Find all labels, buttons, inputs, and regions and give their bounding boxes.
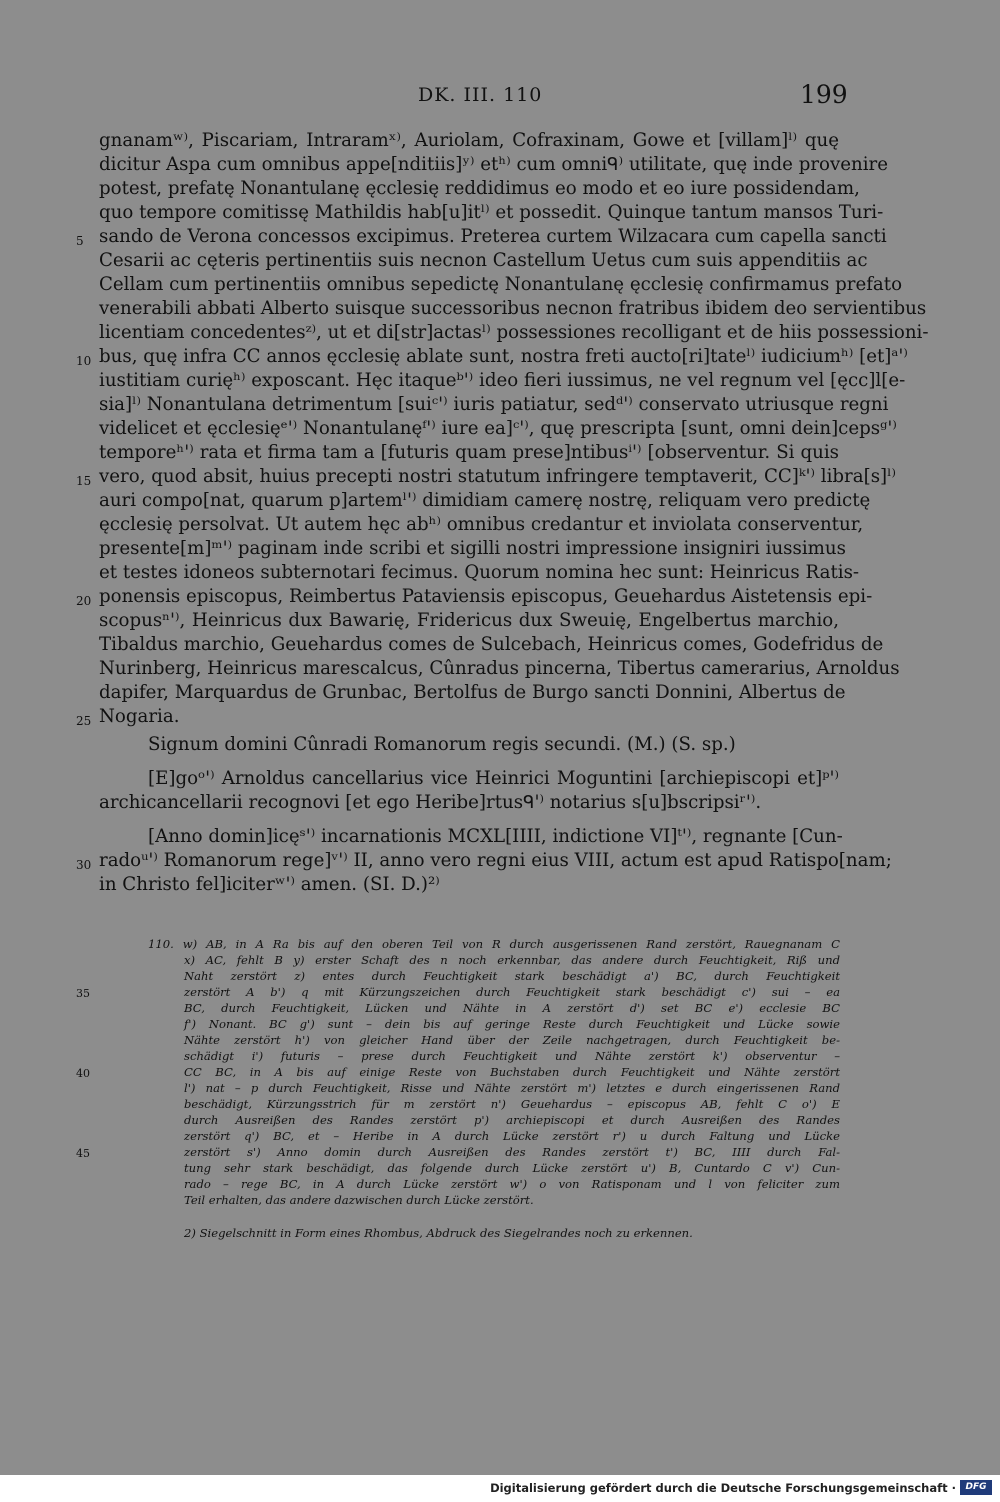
line-number: 45 [76,1147,90,1160]
text-line: presente[m]ᵐ'⁾ paginam inde scribi et sigilli nostri impressione insigniri iussimus [99,538,846,559]
text-line: quo tempore comitissę Mathildis hab[u]itˡ⁾ et possedit. Quinque tantum mansos Turi- [99,202,884,223]
apparatus-line: tung sehr stark beschädigt, das folgende durch Lücke zerstört u') B, Cuntardo C v') Cun- [184,1161,840,1175]
text-line: bus, quę infra CC annos ęcclesię ablate sunt, nostra freti aucto[ri]tateˡ⁾ iudiciumʰ⁾ [et]ᵃ'⁾ [99,346,908,367]
apparatus-line: 110. w) AB, in A Ra bis auf den oberen Teil von R durch ausgerissenen Rand zerstört, Rauegnanam C [148,937,840,951]
text-line: dicitur Aspa cum omnibus appe[nditiis]ʸ⁾ etʰ⁾ cum omniᑫ⁾ utilitate, quę inde provenire [99,154,889,175]
line-number: 10 [76,354,92,368]
dating-line: radoᵘ'⁾ Romanorum rege]ᵛ'⁾ II, anno vero regni eius VIII, actum est apud Ratispo[nam; [99,850,892,871]
funding-footer [0,1475,1000,1502]
text-line: temporeʰ'⁾ rata et firma tam a [futuris quam prese]ntibusⁱ'⁾ [observentur. Si quis [99,442,839,463]
apparatus-line: beschädigt, Kürzungsstrich für m zerstört n') Geuehardus – episcopus AB, fehlt C o') E [184,1097,840,1111]
text-line: videlicet et ęcclesięᵉ'⁾ Nonantulanęᶠ'⁾ iure ea]ᶜ'⁾, quę prescripta [sunt, omni dein]cepsᵍ'⁾ [99,418,897,439]
dating-line: in Christo fel]iciterʷ'⁾ amen. (SI. D.)²⁾ [99,874,440,895]
apparatus-line: zerstört q') BC, et – Heribe in A durch Lücke zerstört r') u durch Faltung und Lücke [184,1129,840,1143]
line-number: 30 [76,858,92,872]
apparatus-line: CC BC, in A bis auf einige Reste von Buchstaben durch Feuchtigkeit und Nähte zerstört [184,1065,840,1079]
text-line: scopusⁿ'⁾, Heinricus dux Bawarię, Fridericus dux Sweuię, Engelbertus marchio, [99,610,839,631]
text-line: venerabili abbati Alberto suisque successoribus necnon fratribus ibidem deo servientibus [99,298,927,319]
text-line: et testes idoneos subternotari fecimus. Quorum nomina hec sunt: Heinricus Ratis- [99,562,860,583]
apparatus-line: rado – rege BC, in A durch Lücke zerstört w') o von Ratisponam und l von feliciter zum [184,1177,840,1191]
text-line: Cellam cum pertinentiis omnibus sepedictę Nonantulanę ęcclesię confirmamus prefato [99,274,903,295]
text-line: Cesarii ac cęteris pertinentiis suis necnon Castellum Uetus cum suis appenditiis ac [99,250,868,271]
line-number: 5 [76,234,84,248]
apparatus-line: BC, durch Feuchtigkeit, Lücken und Nähte in A zerstört d') set BC e') ecclesie BC [184,1001,840,1015]
apparatus-line: zerstört A b') q mit Kürzungszeichen durch Feuchtigkeit stark beschädigt c') sui – ea [184,985,840,999]
text-line: licentiam concedentesᶻ⁾, ut et di[str]actasˡ⁾ possessiones recolligant et de hiis possessioni- [99,322,929,343]
text-line: gnanamʷ⁾, Piscariam, Intraramˣ⁾, Auriolam, Cofraxinam, Gowe et [villam]ˡ⁾ quę [99,130,839,151]
recognition-line: archicancellarii recognovi [et ego Heribe]rtusᑫ'⁾ notarius s[u]bscripsiʳ'⁾. [99,792,762,813]
funding-note: Digitalisierung gefördert durch die Deutsche Forschungsgemeinschaft · [490,1481,956,1495]
text-line: Nurinberg, Heinricus marescalcus, Cûnradus pincerna, Tibertus camerarius, Arnoldus [99,658,900,679]
apparatus-line: schädigt i') futuris – prese durch Feuchtigkeit und Nähte zerstört k') observentur – [184,1049,840,1063]
text-line: ponensis episcopus, Reimbertus Pataviensis episcopus, Geuehardus Aistetensis epi- [99,586,873,607]
signum-line: Signum domini Cûnradi Romanorum regis secundi. (M.) (S. sp.) [148,734,736,755]
apparatus-line: durch Ausreißen des Randes zerstört p') archiepiscopi et durch Ausreißen des Randes [184,1113,840,1127]
text-line: sando de Verona concessos excipimus. Preterea curtem Wilzacara cum capella sancti [99,226,887,247]
recognition-line: [E]goᵒ'⁾ Arnoldus cancellarius vice Heinrici Moguntini [archiepiscopi et]ᵖ'⁾ [148,768,839,789]
apparatus-line: f') Nonant. BC g') sunt – dein bis auf geringe Reste durch Feuchtigkeit und Lücke sowie [184,1017,840,1031]
apparatus-line: Teil erhalten, das andere dazwischen durch Lücke zerstört. [184,1193,534,1207]
line-number: 35 [76,987,90,1000]
text-line: iustitiam curięʰ⁾ exposcant. Hęc itaqueᵇ'⁾ ideo fieri iussimus, ne vel regnum vel [ęcc]l[e- [99,370,906,391]
running-title: DK. III. 110 [418,84,543,106]
dating-line: [Anno domin]icęˢ'⁾ incarnationis MCXL[IIII, indictione VI]ᵗ'⁾, regnante [Cun- [148,826,843,847]
text-line: ęcclesię persolvat. Ut autem hęc abʰ⁾ omnibus credantur et inviolata conserventur, [99,514,864,535]
text-line: potest, prefatę Nonantulanę ęcclesię reddidimus eo modo et eo iure possidendam, [99,178,860,199]
apparatus-line: zerstört s') Anno domin durch Ausreißen des Randes zerstört t') BC, IIII durch Fal- [184,1145,840,1159]
text-line: auri compo[nat, quarum p]artemˡ'⁾ dimidiam camerę nostrę, reliquam vero predictę [99,490,871,511]
text-line: dapifer, Marquardus de Grunbac, Bertolfus de Burgo sancti Donnini, Albertus de [99,682,846,703]
page-header [0,82,1000,112]
footnote: 2) Siegelschnitt in Form eines Rhombus, Abdruck des Siegelrandes noch zu erkennen. [184,1226,693,1240]
apparatus-line: Naht zerstört z) entes durch Feuchtigkeit stark beschädigt a') BC, durch Feuchtigkeit [184,969,840,983]
dfg-logo[interactable]: DFG [960,1480,992,1495]
apparatus-line: l') nat – p durch Feuchtigkeit, Risse und Nähte zerstört m') letztes e durch eingerissenen Rand [184,1081,840,1095]
text-line: sia]ˡ⁾ Nonantulana detrimentum [suiᶜ'⁾ iuris patiatur, sedᵈ'⁾ conservato utriusque regni [99,394,889,415]
apparatus-line: x) AC, fehlt B y) erster Schaft des n noch erkennbar, das andere durch Feuchtigkeit, Riß und [184,953,840,967]
text-line: Tibaldus marchio, Geuehardus comes de Sulcebach, Heinricus comes, Godefridus de [99,634,884,655]
line-number: 25 [76,714,92,728]
line-number: 40 [76,1067,90,1080]
line-number: 15 [76,474,92,488]
text-line: Nogaria. [99,706,180,727]
apparatus-line: Nähte zerstört h') von gleicher Hand über der Zeile nachgetragen, durch Feuchtigkeit be- [184,1033,840,1047]
line-number: 20 [76,594,92,608]
page-number: 199 [800,80,848,109]
text-line: vero, quod absit, huius precepti nostri statutum infringere temptaverit, CC]ᵏ'⁾ libra[s]ˡ⁾ [99,466,896,487]
